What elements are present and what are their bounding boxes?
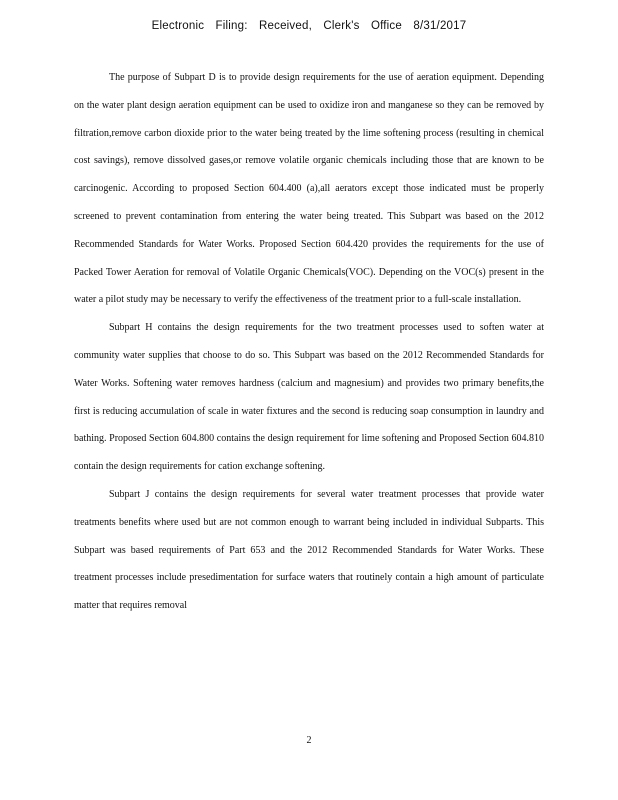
page-number: 2 [306, 735, 312, 746]
document-body [74, 64, 544, 620]
paragraph-subpart-j: Subpart J contains the design requirements for several water treatment processes that provide water treatments benefits where used but are not common enough to warrant being included in individual Subparts. This Subpart was based requirements of Part 653 and the 2012 Recommended Standards for Water Works. These treatment processes include presedimentation for surface waters that routinely contain a high amount of particulate matter that requires removal [74, 488, 544, 612]
paragraph-subpart-h: Subpart H contains the design requirements for the two treatment processes used to soften water at community water supplies that choose to do so. This Subpart was based on the 2012 Recommended Standards for Water Works. Softening water removes hardness (calcium and magnesium) and provides two primary benefits,the first is reducing accumulation of scale in water fixtures and the second is reducing soap consumption in laundry and bathing. Proposed Section 604.800 contains the design requirement for lime softening and Proposed Section 604.810 contain the design requirements for cation exchange softening. [74, 322, 544, 473]
electronic-filing-header: Electronic Filing: Received, Clerk's Office 8/31/2017 [151, 20, 467, 32]
paragraph-subpart-d: The purpose of Subpart D is to provide design requirements for the use of aeration equipment. Depending on the water plant design aeration equipment can be used to oxidize iron and manganese so they can be removed by filtration,remove carbon dioxide prior to the water being treated by the lime softening process (resulting in chemical cost savings), remove dissolved gases,or remove volatile organic chemicals including those that are known to be carcinogenic. According to proposed Section 604.400 (a),all aerators except those indicated must be properly screened to prevent contamination from entering the water being treated. This Subpart was based on the 2012 Recommended Standards for Water Works. Proposed Section 604.420 provides the requirements for the use of Packed Tower Aeration for removal of Volatile Organic Chemicals(VOC). Depending on the VOC(s) present in the water a pilot study may be necessary to verify the effectiveness of the treatment prior to a full-scale installation. [74, 72, 544, 306]
